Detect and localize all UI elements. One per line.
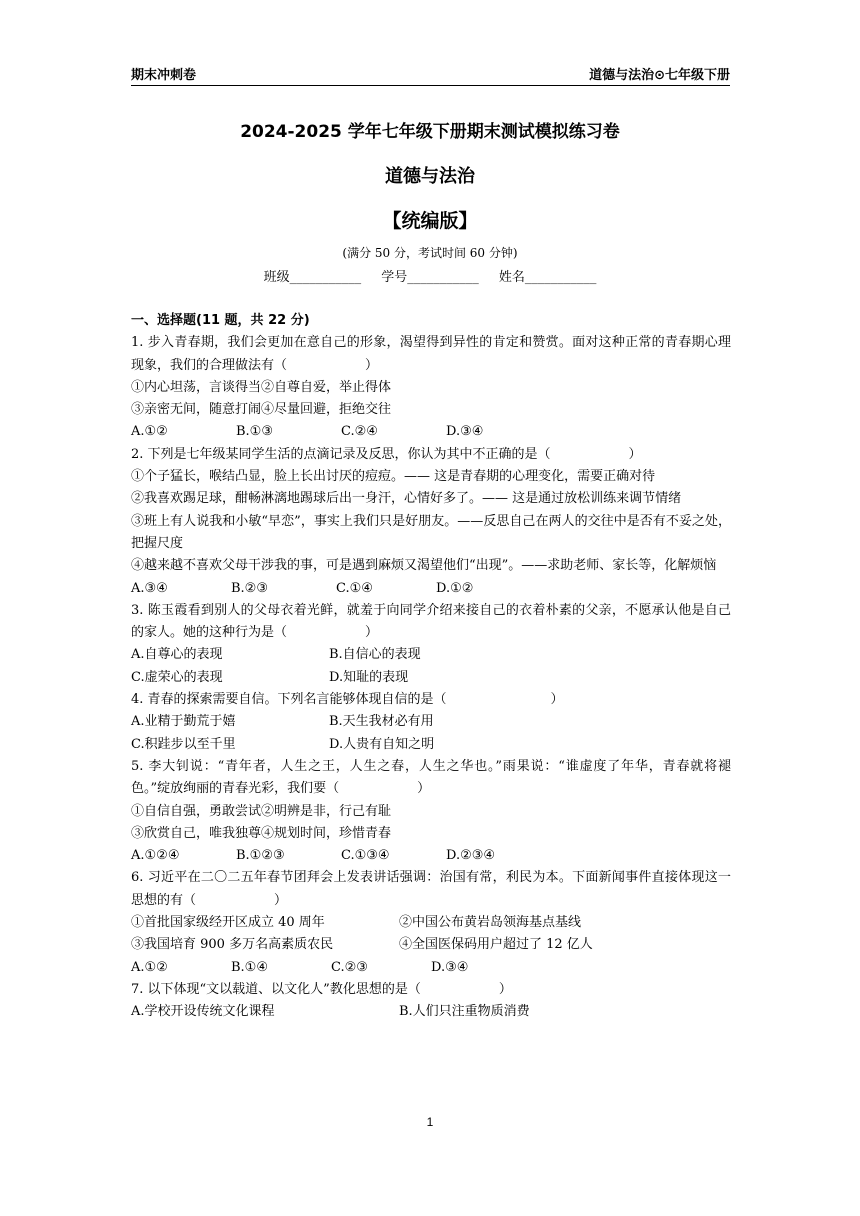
question-6-item: ④全国医保码用户超过了 12 亿人 [399, 937, 593, 953]
question-6-stem: 6. 习近平在二〇二五年春节团拜会上发表讲话强调：治国有常，利民为本。下面新闻事件直接体现这一思想的有（ ） [131, 870, 731, 908]
option-b[interactable]: B.天生我材必有用 [329, 714, 434, 730]
option-a[interactable]: A.业精于勤荒于嬉 [131, 714, 236, 730]
option-b[interactable]: B.①②③ [236, 848, 285, 864]
exam-info: (满分 50 分，考试时间 60 分钟) [342, 246, 518, 260]
option-d[interactable]: D.①② [436, 580, 474, 596]
option-a[interactable]: A.③④ [131, 580, 168, 596]
question-list [131, 310, 731, 1024]
option-d[interactable]: D.知耻的表现 [329, 669, 409, 685]
question-1-options [131, 421, 731, 443]
question-2-options [131, 578, 731, 600]
header-left: 期末冲刺卷 [131, 68, 197, 83]
question-2-item: ③班上有人说我和小敏“早恋”，事实上我们只是好朋友。——反思自己在两人的交往中是否有不妥之处，把握尺度 [131, 513, 731, 551]
option-d[interactable]: D.③④ [431, 959, 469, 975]
question-5-options [131, 845, 731, 867]
question-6-item: ②中国公布黄岩岛领海基点基线 [399, 915, 582, 931]
option-b[interactable]: B.①③ [236, 424, 273, 440]
section-heading: 一、选择题(11 题，共 22 分) [131, 313, 310, 328]
option-b[interactable]: B.②③ [231, 580, 268, 596]
question-4-stem: 4. 青春的探索需要自信。下列名言能够体现自信的是（ ） [131, 692, 564, 708]
name-field[interactable]: 姓名___________ [498, 270, 597, 285]
question-1-stem: 1. 步入青春期，我们会更加在意自己的形象，渴望得到异性的肯定和赞赏。面对这种正常的青春期心理现象，我们的合理做法有（ ） [131, 335, 731, 373]
student-fields [0, 266, 860, 285]
option-a[interactable]: A.学校开设传统文化课程 [131, 1004, 275, 1020]
question-3-stem: 3. 陈玉霞看到别人的父母衣着光鲜，就羞于向同学介绍来接自己的衣着朴素的父亲，不愿承认他是自己的家人。她的这种行为是（ ） [131, 602, 731, 641]
question-2-stem: 2. 下列是七年级某同学生活的点滴记录及反思，你认为其中不正确的是（ ） [131, 446, 642, 462]
option-d[interactable]: D.③④ [446, 424, 484, 440]
question-7-stem: 7. 以下体现“文以载道、以文化人”教化思想的是（ ） [131, 981, 512, 997]
question-7-options [131, 1001, 731, 1023]
option-c[interactable]: C.①③④ [341, 848, 390, 864]
question-5-stem: 5. 李大钊说：“青年者，人生之王，人生之春，人生之华也。”雨果说：“谁虚度了年华，青春就将褪色。”绽放绚丽的青春光彩，我们要（ ） [131, 758, 731, 797]
subject-title: 道德与法治 [385, 166, 475, 187]
option-b[interactable]: B.①④ [231, 959, 268, 975]
option-c[interactable]: C.②④ [341, 424, 378, 440]
number-field[interactable]: 学号___________ [381, 270, 479, 285]
question-6-options [131, 957, 731, 979]
question-2-item: ①个子猛长，喉结凸显，脸上长出讨厌的痘痘。—— 这是青春期的心理变化，需要正确对待 [131, 469, 656, 485]
option-b[interactable]: B.人们只注重物质消费 [399, 1004, 530, 1020]
option-c[interactable]: C.虚荣心的表现 [131, 669, 223, 685]
question-3-options [131, 644, 731, 666]
question-3-options [131, 667, 731, 689]
option-b[interactable]: B.自信心的表现 [329, 647, 421, 663]
question-4-options [131, 734, 731, 756]
option-a[interactable]: A.自尊心的表现 [131, 647, 223, 663]
option-d[interactable]: D.人贵有自知之明 [329, 736, 435, 752]
class-field[interactable]: 班级___________ [263, 270, 362, 285]
question-4-options [131, 711, 731, 733]
edition-title: 【统编版】 [382, 210, 478, 232]
question-1-item: ③亲密无间，随意打闹④尽量回避，拒绝交往 [131, 402, 392, 418]
option-a[interactable]: A.①② [131, 424, 168, 440]
option-d[interactable]: D.②③④ [446, 848, 496, 864]
question-6-item: ①首批国家级经开区成立 40 周年 [131, 915, 325, 931]
question-2-item: ④越来越不喜欢父母干涉我的事，可是遇到麻烦又渴望他们“出现”。——求助老师、家长等，化解烦恼 [131, 558, 717, 574]
question-1-item: ①内心坦荡，言谈得当②自尊自爱，举止得体 [131, 379, 392, 395]
option-c[interactable]: C.①④ [336, 580, 373, 596]
question-6-items-row [131, 934, 731, 956]
option-c[interactable]: C.积跬步以至千里 [131, 736, 236, 752]
question-5-item: ①自信自强，勇敢尝试②明辨是非，行己有耻 [131, 803, 392, 819]
option-a[interactable]: A.①② [131, 959, 168, 975]
option-c[interactable]: C.②③ [331, 959, 368, 975]
exam-title: 2024-2025 学年七年级下册期末测试模拟练习卷 [240, 122, 620, 142]
page-number: 1 [426, 1115, 434, 1129]
option-a[interactable]: A.①②④ [131, 848, 180, 864]
question-2-item: ②我喜欢踢足球，酣畅淋漓地踢球后出一身汗，心情好多了。—— 这是通过放松训练来调节情绪 [131, 491, 682, 507]
header-rule [131, 85, 730, 86]
header-right: 道德与法治⊙七年级下册 [589, 68, 730, 83]
question-5-item: ③欣赏自己，唯我独尊④规划时间，珍惜青春 [131, 825, 392, 841]
question-6-items-row [131, 912, 731, 934]
question-6-item: ③我国培育 900 多万名高素质农民 [131, 937, 334, 953]
